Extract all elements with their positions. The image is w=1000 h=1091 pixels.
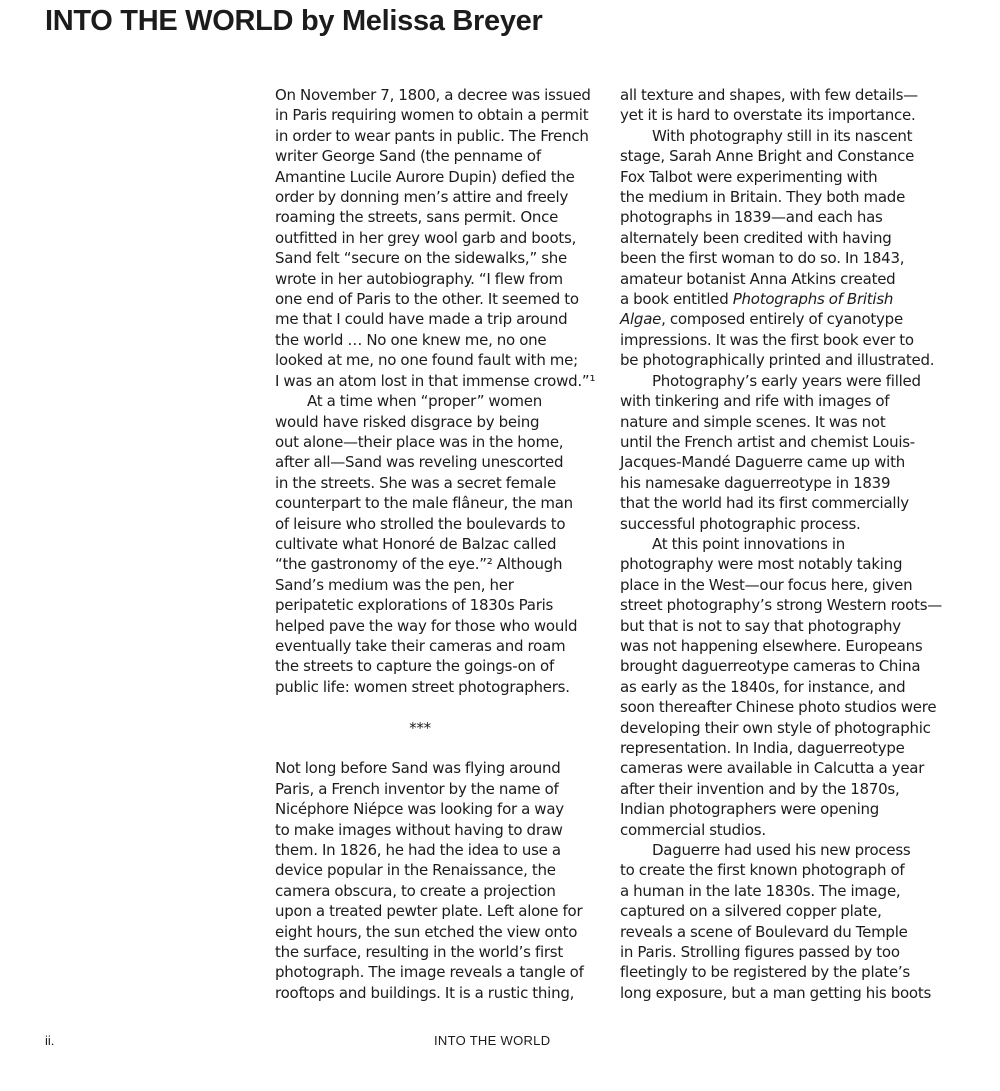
text-line: all texture and shapes, with few details— xyxy=(620,86,918,104)
text-line: Indian photographers were opening xyxy=(620,800,880,819)
text-line: in Paris. Strolling figures passed by too xyxy=(620,943,900,962)
text-line: Amantine Lucile Aurore Dupin) defied the xyxy=(275,167,575,186)
text-line: in order to wear pants in public. The French xyxy=(275,126,589,145)
text-line: to make images without having to draw xyxy=(275,820,563,839)
text-segment: a book entitled xyxy=(620,290,733,309)
text-line: one end of Paris to the other. It seemed to xyxy=(275,290,579,309)
text-line: been the first woman to do so. In 1843, xyxy=(620,249,905,268)
text-line: Paris, a French inventor by the name of xyxy=(275,779,559,798)
text-line: “the gastronomy of the eye.”² Although xyxy=(275,555,563,574)
text-line: until the French artist and chemist Louis- xyxy=(620,432,915,451)
text-line: looked at me, no one found fault with me; xyxy=(275,351,578,370)
text-line: representation. In India, daguerreotype xyxy=(620,739,905,757)
text-line: captured on a silvered copper plate, xyxy=(620,902,882,921)
text-line: camera obscura, to create a projection xyxy=(275,881,556,900)
text-line xyxy=(620,309,965,329)
text-line: yet it is hard to overstate its importance. xyxy=(620,106,916,125)
text-line: them. In 1826, he had the idea to use a xyxy=(275,841,561,860)
text-line: photograph. The image reveals a tangle of xyxy=(275,963,584,982)
text-line: cultivate what Honoré de Balzac called xyxy=(275,534,557,553)
text-line: but that is not to say that photography xyxy=(620,616,901,635)
text-line: successful photographic process. xyxy=(620,514,861,533)
text-line: after their invention and by the 1870s, xyxy=(620,779,900,798)
text-line: order by donning men’s attire and freely xyxy=(275,188,569,207)
text-line: brought daguerreotype cameras to China xyxy=(620,657,921,676)
text-line xyxy=(620,289,965,309)
text-line: Not long before Sand was flying around xyxy=(275,759,561,778)
section-spacer xyxy=(275,697,615,717)
text-line: the medium in Britain. They both made xyxy=(620,188,906,207)
text-line: commercial studios. xyxy=(620,820,766,839)
text-line: writer George Sand (the penname of xyxy=(275,147,541,166)
text-line: Sand felt “secure on the sidewalks,” she xyxy=(275,249,567,268)
book-title-italic: Algae xyxy=(620,310,662,329)
text-line: as early as the 1840s, for instance, and xyxy=(620,677,906,696)
text-line: roaming the streets, sans permit. Once xyxy=(275,208,559,227)
text-line: Daguerre had used his new process xyxy=(652,841,911,860)
text-line: eight hours, the sun etched the view onto xyxy=(275,922,578,941)
text-line: be photographically printed and illustrated. xyxy=(620,351,935,370)
text-line: in Paris requiring women to obtain a permit xyxy=(275,106,589,125)
page-number: ii. xyxy=(45,1033,55,1048)
text-line: photographs in 1839—and each has xyxy=(620,208,883,227)
text-line: peripatetic explorations of 1830s Paris xyxy=(275,596,554,615)
text-line: long exposure, but a man getting his boots xyxy=(620,983,932,1002)
text-line: of leisure who strolled the boulevards to xyxy=(275,514,566,533)
running-footer-title: INTO THE WORLD xyxy=(434,1033,551,1048)
text-line: place in the West—our focus here, given xyxy=(620,575,913,594)
text-line: the streets to capture the goings-on of xyxy=(275,657,554,676)
text-line: I was an atom lost in that immense crowd.”¹ xyxy=(275,371,596,390)
text-line: in the streets. She was a secret female xyxy=(275,473,556,492)
text-line: helped pave the way for those who would xyxy=(275,616,578,635)
text-line: developing their own style of photographic xyxy=(620,718,931,737)
text-line: fleetingly to be registered by the plate’s xyxy=(620,963,910,982)
text-line: outfitted in her grey wool garb and boots, xyxy=(275,228,577,247)
text-line: stage, Sarah Anne Bright and Constance xyxy=(620,147,915,166)
text-line: with tinkering and rife with images of xyxy=(620,392,890,411)
text-line: street photography’s strong Western roots— xyxy=(620,596,943,615)
text-line: counterpart to the male flâneur, the man xyxy=(275,494,573,513)
section-break: *** xyxy=(409,718,431,737)
page-title: INTO THE WORLD by Melissa Breyer xyxy=(45,5,543,37)
text-line: At this point innovations in xyxy=(652,534,846,553)
text-line: On November 7, 1800, a decree was issued xyxy=(275,86,591,104)
text-line: would have risked disgrace by being xyxy=(275,412,540,431)
text-line: cameras were available in Calcutta a year xyxy=(620,759,925,778)
text-line: rooftops and buildings. It is a rustic thing, xyxy=(275,983,575,1002)
text-line: soon thereafter Chinese photo studios were xyxy=(620,698,937,717)
text-line: Photography’s early years were filled xyxy=(652,371,921,390)
text-line: the world … No one knew me, no one xyxy=(275,330,547,349)
text-line: eventually take their cameras and roam xyxy=(275,636,566,655)
text-line: Fox Talbot were experimenting with xyxy=(620,167,878,186)
text-line: upon a treated pewter plate. Left alone for xyxy=(275,902,583,921)
text-line: his namesake daguerreotype in 1839 xyxy=(620,473,891,492)
text-line: out alone—their place was in the home, xyxy=(275,432,564,451)
text-line: Nicéphore Niépce was looking for a way xyxy=(275,800,564,819)
text-line: a human in the late 1830s. The image, xyxy=(620,881,901,900)
text-line: amateur botanist Anna Atkins created xyxy=(620,269,896,288)
text-line: wrote in her autobiography. “I flew from xyxy=(275,269,563,288)
text-line: me that I could have made a trip around xyxy=(275,310,568,329)
text-line: that the world had its first commercially xyxy=(620,494,909,513)
text-line: to create the first known photograph of xyxy=(620,861,905,880)
text-line: Sand’s medium was the pen, her xyxy=(275,575,514,594)
text-line: photography were most notably taking xyxy=(620,555,903,574)
section-spacer xyxy=(275,738,615,758)
text-line: With photography still in its nascent xyxy=(652,126,913,145)
text-line: Jacques-Mandé Daguerre came up with xyxy=(620,453,905,472)
text-line: after all—Sand was reveling unescorted xyxy=(275,453,564,472)
text-line: nature and simple scenes. It was not xyxy=(620,412,886,431)
book-title-italic: Photographs of British xyxy=(732,290,894,309)
text-line: public life: women street photographers. xyxy=(275,677,570,696)
right-text-column xyxy=(620,85,965,1003)
left-text-column xyxy=(275,85,615,1003)
text-line: was not happening elsewhere. Europeans xyxy=(620,636,923,655)
text-line: device popular in the Renaissance, the xyxy=(275,861,556,880)
text-segment: , composed entirely of cyanotype xyxy=(661,310,903,329)
text-line: impressions. It was the first book ever to xyxy=(620,330,914,349)
text-line: the surface, resulting in the world’s first xyxy=(275,943,563,962)
text-line: At a time when “proper” women xyxy=(307,392,542,411)
text-line: reveals a scene of Boulevard du Temple xyxy=(620,922,908,941)
text-line: alternately been credited with having xyxy=(620,228,892,247)
